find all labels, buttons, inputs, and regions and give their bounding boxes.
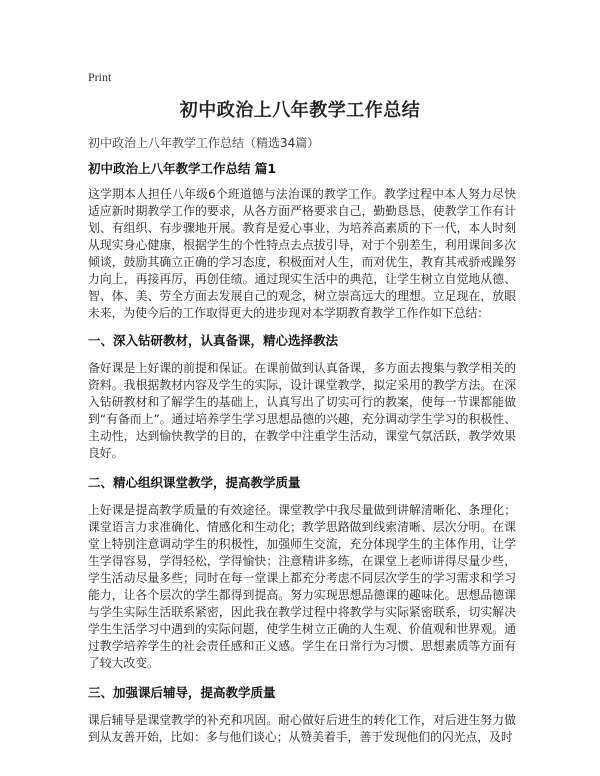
section-heading-1: 一、深入钻研教材，认真备课，精心选择教法 bbox=[88, 333, 339, 348]
section-body-3: 课后辅导是课堂教学的补充和巩固。耐心做好后进生的转化工作，对后进生努力做到从友善开始，比如：多与他们谈心；从赞美着手，善于发现他们的闪光点，及时 bbox=[88, 713, 516, 744]
print-link[interactable]: Print bbox=[88, 70, 112, 84]
section-body-1: 备好课是上好课的前提和保证。在课前做到认真备课，多方面去搜集与教学相关的资料。我根据教材内容及学生的实际，设计课堂教学，拟定采用的教学方法。在深入钻研教材和了解学生的基础上，认真写出了切实可行的教案，使每一节课都能做到“有备而上”。通过培养学生学习思想品德的兴趣，充分调动学生学习的积极性、主动性，达到愉快教学的目的，在教学中注重学生活动，课堂气氛活跃，教学效果良好。 bbox=[88, 361, 516, 460]
page-subtitle: 初中政治上八年教学工作总结（精选34篇） bbox=[88, 136, 320, 150]
section-heading-2: 二、精心组织课堂教学，提高教学质量 bbox=[88, 475, 301, 490]
part-title: 初中政治上八年教学工作总结 篇1 bbox=[88, 161, 277, 176]
section-heading-3: 三、加强课后辅导，提高教学质量 bbox=[88, 685, 276, 700]
page-title: 初中政治上八年教学工作总结 bbox=[179, 100, 421, 121]
article-body bbox=[88, 160, 516, 746]
intro-paragraph: 这学期本人担任八年级6个班道德与法治课的教学工作。教学过程中本人努力尽快适应新时期教学工作的要求，从各方面严格要求自己，勤勤恳恳，使教学工作有计划、有组织、有步骤地开展。教育是爱心事业，为培养高素质的下一代，本人时刻从现实身心健康，根据学生的个性特点去点拔引导，对于个别差生，利用课间多次倾谈，鼓励其确立正确的学习态度，积极面对人生，而对优生，教育其戒骄戒躁努力向上，再接再厉，再创佳绩。通过现实生活中的典范，让学生树立自觉地从德、智、体、美、劳全方面去发展自己的观念，树立崇高远大的理想。立足现在，放眼未来，为使今后的工作取得更大的进步现对本学期教育教学工作作如下总结： bbox=[88, 187, 516, 320]
section-body-2: 上好课是提高教学质量的有效途径。课堂教学中我尽量做到讲解清晰化、条理化；课堂语言力求准确化、情感化和生动化；教学思路做到线索清晰、层次分明。在课堂上特别注意调动学生的积极性，加强师生交流，充分体现学生的主体作用，让学生学得容易，学得轻松，学得愉快；注意精讲多练，在课堂上老师讲得尽量少些，学生活动尽量多些；同时在每一堂课上都充分考虑不同层次学生的学习需求和学习能力，让各个层次的学生都得到提高。努力实现思想品德课的趣味化。思想品德课与学生实际生活联系紧密，因此我在教学过程中将教学与实际紧密联系，切实解决学生生活学习中遇到的实际问题，使学生树立正确的人生观、价值观和世界观。通过教学培养学生的社会责任感和正义感。学生在日常行为习惯、思想素质等方面有了较大改变。 bbox=[88, 503, 516, 670]
